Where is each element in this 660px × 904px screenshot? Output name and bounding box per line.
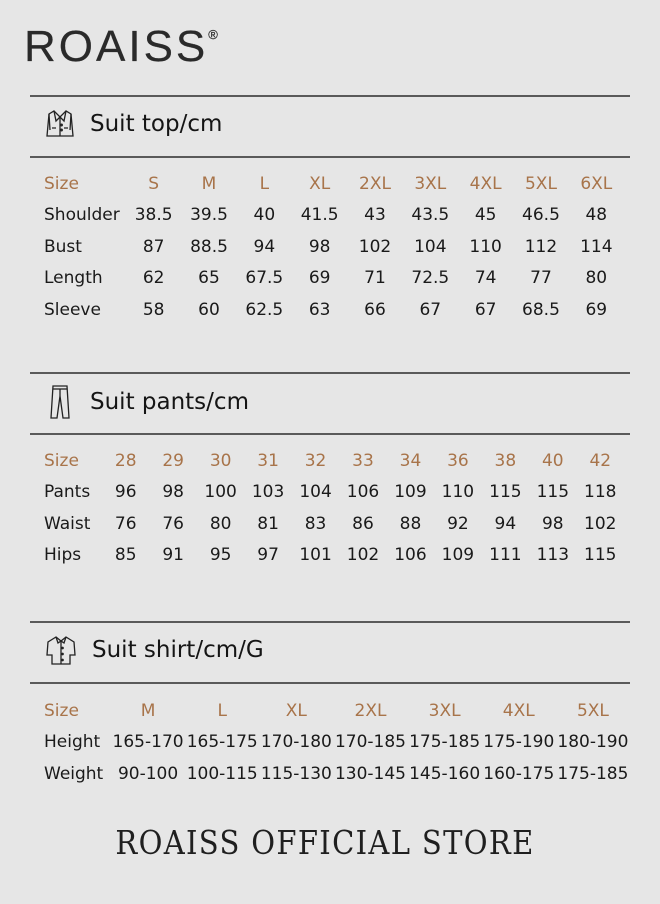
table-cell: 39.5: [190, 205, 228, 226]
table-cell: 170-185: [334, 732, 406, 753]
table-cell: 109: [441, 545, 475, 566]
table-cell: 109: [394, 482, 427, 503]
pants-icon: [44, 384, 76, 420]
table-cell: 94: [253, 236, 276, 257]
table-cell: 65: [198, 268, 220, 289]
table-cell: 145-160: [409, 763, 481, 784]
table-cell: 80: [585, 268, 608, 289]
table-cell: 66: [364, 299, 386, 320]
table-cell: 91: [162, 545, 184, 566]
shirt-icon: [44, 633, 78, 667]
header-cell: 5XL: [524, 173, 557, 194]
table-cell: 160-175: [483, 763, 555, 784]
table-cell: 113: [536, 545, 570, 566]
divider: [30, 372, 630, 374]
table-cell: 60: [198, 299, 220, 320]
row-label: Length: [44, 268, 103, 289]
row-label: Sleeve: [44, 299, 101, 320]
header-cell: 5XL: [576, 700, 609, 721]
header-cell: XL: [285, 700, 307, 721]
table-cell: 38.5: [134, 205, 173, 226]
header-cell: 31: [257, 450, 279, 471]
table-cell: 88: [399, 513, 422, 534]
table-cell: 97: [257, 545, 279, 566]
table-cell: 76: [162, 513, 184, 534]
table-cell: 100-115: [186, 763, 258, 784]
table-row: [44, 263, 624, 295]
table-cell: 41.5: [300, 205, 339, 226]
suit-shirt-title: Suit shirt/cm/G: [92, 637, 264, 663]
brand-logo: [24, 22, 218, 72]
suit-top-title: Suit top/cm: [90, 111, 223, 137]
store-name: ROAISS OFFICIAL STORE: [115, 823, 535, 862]
row-label: Weight: [44, 763, 104, 784]
table-cell: 63: [308, 299, 331, 320]
header-cell: Size: [44, 700, 79, 721]
header-cell: M: [140, 700, 156, 721]
header-cell: 42: [589, 450, 612, 471]
table-cell: 180-190: [557, 732, 629, 753]
table-cell: 92: [447, 513, 469, 534]
header-cell: 36: [447, 450, 469, 471]
divider: [30, 433, 630, 435]
table-row: [44, 477, 624, 509]
header-cell: 2XL: [354, 700, 387, 721]
table-cell: 85: [114, 545, 137, 566]
header-cell: 3XL: [428, 700, 461, 721]
header-cell: 34: [399, 450, 422, 471]
table-cell: 111: [489, 545, 522, 566]
header-cell: 30: [209, 450, 232, 471]
header-cell: Size: [44, 450, 79, 471]
table-cell: 100: [204, 482, 237, 503]
table-cell: 83: [304, 513, 327, 534]
suit-jacket-icon: [44, 108, 76, 140]
table-cell: 104: [414, 236, 447, 257]
table-cell: 67.5: [245, 268, 284, 289]
table-cell: 95: [209, 545, 232, 566]
row-label: Bust: [44, 236, 82, 257]
table-cell: 67: [474, 299, 497, 320]
table-cell: 48: [585, 205, 608, 226]
table-cell: 102: [584, 513, 617, 534]
table-cell: 40: [253, 205, 276, 226]
suit-pants-table: [44, 445, 624, 571]
table-cell: 62.5: [245, 299, 284, 320]
divider: [30, 621, 630, 623]
header-cell: 29: [162, 450, 184, 471]
table-cell: 112: [524, 236, 558, 257]
header-cell: 33: [352, 450, 374, 471]
table-cell: 101: [299, 545, 332, 566]
header-cell: 4XL: [502, 700, 535, 721]
table-cell: 69: [585, 299, 608, 320]
table-cell: 175-185: [409, 732, 481, 753]
table-cell: 72.5: [411, 268, 450, 289]
table-cell: 96: [114, 482, 137, 503]
table-cell: 110: [441, 482, 475, 503]
header-cell: 40: [541, 450, 564, 471]
table-cell: 62: [142, 268, 165, 289]
table-cell: 86: [352, 513, 374, 534]
table-row: [44, 294, 624, 326]
header-cell: XL: [309, 173, 331, 194]
table-row: [44, 200, 624, 232]
table-cell: 104: [299, 482, 332, 503]
header-cell: 2XL: [359, 173, 391, 194]
table-header-row: [44, 168, 624, 200]
table-cell: 102: [346, 545, 380, 566]
row-label: Pants: [44, 482, 91, 503]
divider: [30, 156, 630, 158]
table-cell: 98: [541, 513, 564, 534]
table-cell: 130-145: [334, 763, 406, 784]
header-cell: 4XL: [469, 173, 502, 194]
table-cell: 165-170: [112, 732, 184, 753]
header-cell: 28: [114, 450, 137, 471]
table-cell: 115: [489, 482, 522, 503]
table-cell: 106: [346, 482, 380, 503]
header-cell: Size: [44, 173, 79, 194]
table-cell: 43.5: [411, 205, 450, 226]
table-header-row: [44, 445, 624, 477]
header-cell: 32: [304, 450, 327, 471]
table-cell: 81: [257, 513, 279, 534]
header-cell: 38: [494, 450, 517, 471]
suit-shirt-heading: [44, 633, 264, 667]
table-cell: 45: [474, 205, 497, 226]
table-cell: 170-180: [260, 732, 332, 753]
table-cell: 76: [114, 513, 137, 534]
table-cell: 114: [580, 236, 613, 257]
table-cell: 77: [530, 268, 552, 289]
suit-top-heading: [44, 108, 222, 140]
header-cell: S: [148, 173, 160, 194]
table-cell: 115-130: [260, 763, 332, 784]
header-cell: M: [201, 173, 217, 194]
table-cell: 46.5: [522, 205, 560, 226]
table-row: [44, 758, 630, 790]
table-cell: 110: [469, 236, 502, 257]
header-cell: L: [259, 173, 270, 194]
suit-shirt-table: [44, 695, 630, 790]
table-cell: 71: [364, 268, 386, 289]
table-cell: 106: [394, 545, 427, 566]
row-label: Waist: [44, 513, 91, 534]
header-cell: 3XL: [414, 173, 447, 194]
suit-pants-title: Suit pants/cm: [90, 389, 249, 415]
table-cell: 118: [584, 482, 617, 503]
table-cell: 115: [584, 545, 617, 566]
suit-pants-heading: [44, 384, 249, 420]
table-cell: 43: [364, 205, 386, 226]
table-header-row: [44, 695, 630, 727]
registered-mark: ®: [208, 27, 218, 43]
header-cell: L: [217, 700, 227, 721]
suit-top-table: [44, 168, 624, 326]
table-cell: 102: [358, 236, 392, 257]
table-row: [44, 727, 630, 759]
table-row: [44, 540, 624, 572]
table-cell: 103: [251, 482, 285, 503]
table-cell: 98: [308, 236, 331, 257]
table-cell: 80: [209, 513, 232, 534]
table-cell: 58: [142, 299, 165, 320]
table-cell: 68.5: [522, 299, 560, 320]
brand-name: ROAISS: [24, 22, 209, 71]
divider: [30, 682, 630, 684]
table-cell: 165-175: [186, 732, 258, 753]
table-cell: 94: [494, 513, 517, 534]
table-cell: 87: [142, 236, 165, 257]
table-cell: 88.5: [190, 236, 228, 257]
row-label: Hips: [44, 545, 82, 566]
row-label: Height: [44, 732, 101, 753]
table-cell: 67: [419, 299, 442, 320]
table-cell: 74: [474, 268, 497, 289]
table-cell: 175-185: [557, 763, 629, 784]
table-cell: 115: [536, 482, 570, 503]
table-cell: 69: [308, 268, 331, 289]
table-cell: 90-100: [117, 763, 179, 784]
table-cell: 175-190: [483, 732, 555, 753]
table-cell: 98: [162, 482, 184, 503]
header-cell: 6XL: [580, 173, 613, 194]
table-row: [44, 231, 624, 263]
divider: [30, 95, 630, 97]
table-row: [44, 508, 624, 540]
row-label: Shoulder: [44, 205, 120, 226]
